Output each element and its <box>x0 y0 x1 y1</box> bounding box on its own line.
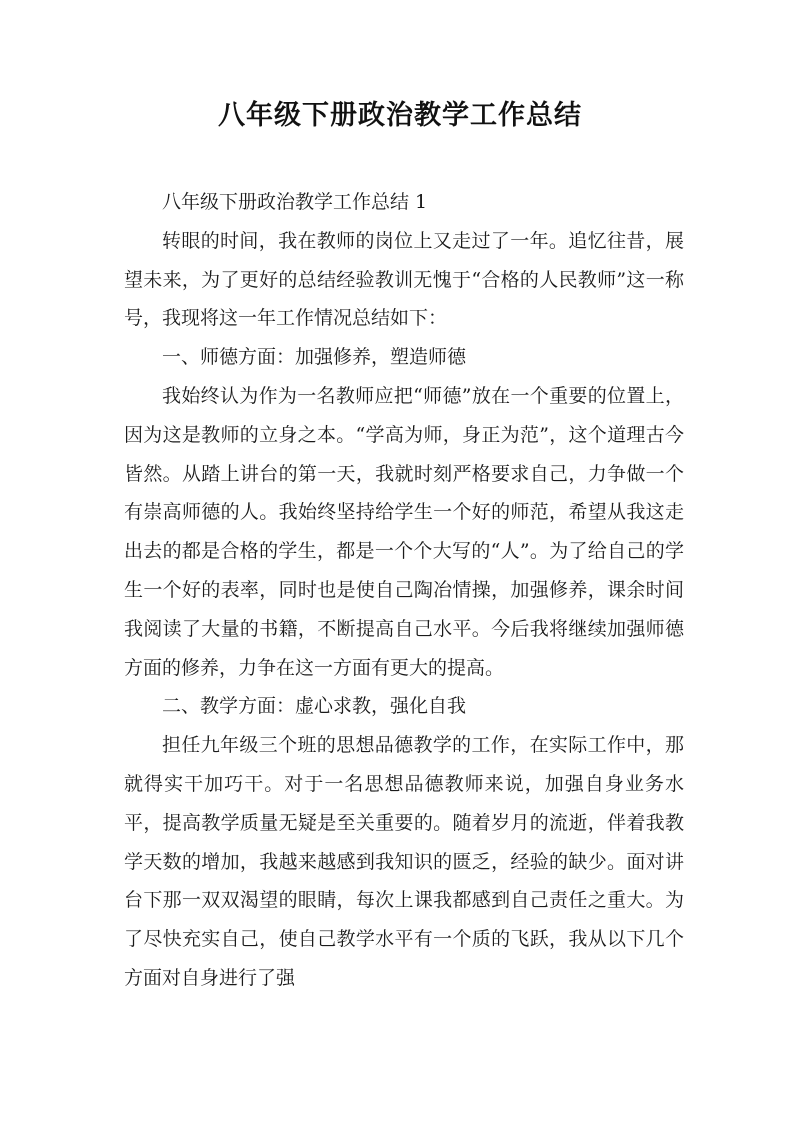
paragraph-teaching: 担任九年级三个班的思想品德教学的工作，在实际工作中，那就得实干加巧干。对于一名思想品德教师来说，加强自身业务水平，提高教学质量无疑是至关重要的。随着岁月的流逝，伴着我教学天数的增加，我越来越感到我知识的匮乏，经验的缺少。面对讲台下那一双双渴望的眼睛，每次上课我都感到自己责任之重大。为了尽快充实自己，使自己教学水平有一个质的飞跃，我从以下几个方面对自身进行了强 <box>124 734 684 989</box>
section-heading-teaching: 二、教学方面：虚心求教，强化自我 <box>162 695 467 718</box>
section-heading-1: 八年级下册政治教学工作总结 1 <box>162 191 428 213</box>
section-heading-ethics: 一、师德方面：加强修养，塑造师德 <box>162 346 467 369</box>
paragraph-intro: 转眼的时间，我在教师的岗位上又走过了一年。追忆往昔，展望未来，为了更好的总结经验教训无愧于“合格的人民教师”这一称号，我现将这一年工作情况总结如下： <box>124 229 684 330</box>
document-body <box>124 183 684 998</box>
document-title: 八年级下册政治教学工作总结 <box>218 100 582 131</box>
paragraph-ethics: 我始终认为作为一名教师应把“师德”放在一个重要的位置上，因为这是教师的立身之本。“学高为师，身正为范”，这个道理古今皆然。从踏上讲台的第一天，我就时刻严格要求自己，力争做一个有崇高师德的人。我始终坚持给学生一个好的师范，希望从我这走出去的都是合格的学生，都是一个个大写的“人”。为了给自己的学生一个好的表率，同时也是使自己陶冶情操，加强修养，课余时间我阅读了大量的书籍，不断提高自己水平。今后我将继续加强师德方面的修养，力争在这一方面有更大的提高。 <box>124 384 684 679</box>
